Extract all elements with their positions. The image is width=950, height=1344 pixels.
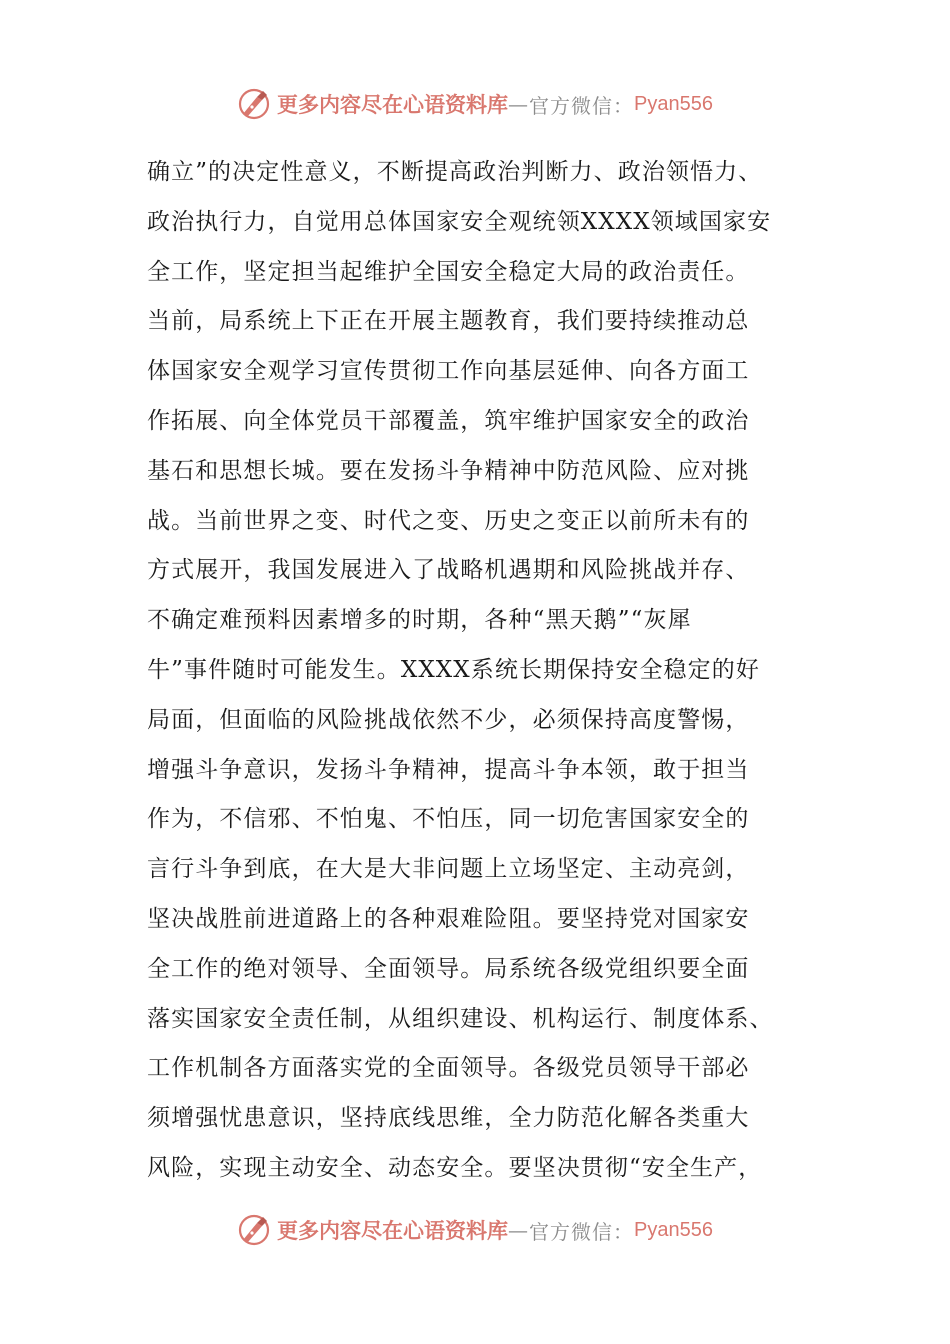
banner-main-text: 更多内容尽在心语资料库	[277, 92, 509, 117]
text-line: 风险，实现主动安全、动态安全。要坚决贯彻“安全生产，	[147, 1154, 763, 1181]
banner-sub-text: 官方微信：	[529, 1219, 635, 1244]
text-line: 局面，但面临的风险挑战依然不少，必须保持高度警惕，	[147, 706, 750, 733]
text-line: 落实国家安全责任制，从组织建设、机构运行、制度体系、	[147, 1005, 774, 1032]
pen-nib-logo-icon	[237, 87, 271, 121]
text-line: 须增强忧患意识，坚持底线思维，全力防范化解各类重大	[147, 1105, 750, 1132]
text-line: 作拓展、向全体党员干部覆盖，筑牢维护国家安全的政治	[147, 407, 750, 434]
text-line: 牛”事件随时可能发生。XXXX系统长期保持安全稳定的好	[147, 656, 760, 683]
banner-main-text: 更多内容尽在心语资料库	[277, 1218, 509, 1243]
text-line: 增强斗争意识，发扬斗争精神，提高斗争本领，敢于担当	[147, 756, 750, 783]
text-line: 政治执行力，自觉用总体国家安全观统领XXXX领域国家安	[147, 208, 772, 235]
banner-wechat-id: Pyan556	[634, 92, 713, 115]
banner-wechat-id: Pyan556	[634, 1218, 713, 1241]
text-line: 体国家安全观学习宣传贯彻工作向基层延伸、向各方面工	[147, 358, 750, 385]
text-line: 不确定难预料因素增多的时期，各种“黑天鹅”“灰犀	[147, 607, 692, 634]
banner-separator: —	[508, 92, 530, 116]
text-line: 方式展开，我国发展进入了战略机遇期和风险挑战并存、	[147, 557, 750, 584]
text-line: 确立”的决定性意义，不断提高政治判断力、政治领悟力、	[147, 159, 763, 185]
footer-banner	[0, 1210, 950, 1250]
text-line: 言行斗争到底，在大是大非问题上立场坚定、主动亮剑，	[147, 856, 750, 883]
header-banner	[0, 84, 950, 124]
text-line: 全工作的绝对领导、全面领导。局系统各级党组织要全面	[147, 955, 750, 982]
text-line: 当前，局系统上下正在开展主题教育，我们要持续推动总	[147, 308, 750, 335]
banner-sub-text: 官方微信：	[529, 93, 635, 118]
text-line: 全工作，坚定担当起维护全国安全稳定大局的政治责任。	[147, 258, 750, 285]
text-line: 坚决战胜前进道路上的各种艰难险阻。要坚持党对国家安	[147, 905, 750, 932]
text-line: 作为，不信邪、不怕鬼、不怕压，同一切危害国家安全的	[147, 806, 750, 833]
text-line: 战。当前世界之变、时代之变、历史之变正以前所未有的	[147, 507, 750, 534]
text-line: 工作机制各方面落实党的全面领导。各级党员领导干部必	[147, 1055, 750, 1082]
body-text	[147, 148, 807, 1194]
pen-nib-logo-icon	[237, 1213, 271, 1247]
banner-separator: —	[508, 1218, 530, 1242]
text-line: 基石和思想长城。要在发扬斗争精神中防范风险、应对挑	[147, 457, 750, 484]
